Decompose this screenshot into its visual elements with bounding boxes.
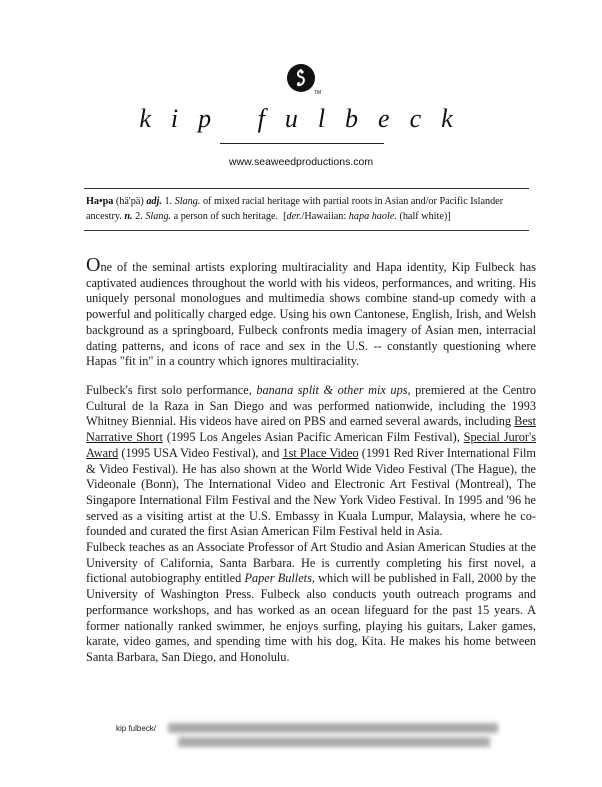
- footer-label: kip fulbeck/: [116, 724, 157, 733]
- artist-name-title: kip fulbeck: [139, 104, 473, 133]
- etymology-language: /Hawaiian:: [301, 211, 347, 222]
- paragraph-text: Fulbeck teaches as an Associate Professor of Art Studio and Asian American Studies at the University of California, Santa Barbara. He is currently completing his first novel, a fictional autobiography entitled: [86, 540, 536, 586]
- paragraph-text: (1995 Los Angeles Asian Pacific American Film Festival),: [162, 430, 464, 445]
- etymology-bracket: [: [283, 211, 287, 222]
- pos-noun: n.: [124, 211, 133, 222]
- sense-text: of mixed racial heritage with partial roots in Asian and/or Pacific Islander ancestry.: [86, 196, 504, 222]
- definition-top-rule: [84, 188, 529, 189]
- website-url: www.seaweedproductions.com: [228, 156, 374, 168]
- paragraph-text: (1991 Red River International Film & Video Festival). He has also shown at the World Wide Video Festival (The Hague), the Videonale (Bonn), The International Video and Electronic Art Festival (Montreal), The Singapore International Film Festival and the New York Video Festival. In 1995 and '96 he served as a visiting artist at the U.S. Embassy in Kuala Lumpur, Malaysia, where he co-founded and curated the first Asian American Film Festival held in Asia.: [86, 445, 536, 539]
- award-title: Best Narrative Short: [86, 414, 536, 445]
- trademark-mark: TM: [314, 90, 322, 96]
- bio-paragraph-2: [86, 383, 536, 540]
- drop-cap: O: [86, 254, 101, 276]
- etymology-phrase: hapa haole.: [348, 211, 397, 222]
- performance-title: banana split & other mix ups: [256, 383, 408, 397]
- paragraph-text: Fulbeck's first solo performance,: [86, 383, 257, 397]
- header-divider: [220, 143, 384, 144]
- bio-paragraph-1: [86, 254, 536, 370]
- hapa-definition: [86, 194, 528, 224]
- definition-bottom-rule: [84, 230, 529, 231]
- award-title: Special Juror's Award: [86, 430, 536, 460]
- pronunciation: (hä'pä): [115, 196, 144, 207]
- seaweed-logo-icon: [287, 64, 315, 92]
- etymology-der: der.: [286, 211, 302, 222]
- bio-paragraph-3: [86, 540, 536, 666]
- sense-number: 1.: [164, 196, 173, 207]
- sense-label: Slang.: [145, 211, 172, 222]
- etymology-gloss: (half white)]: [399, 211, 451, 222]
- paragraph-text: , which will be published in Fall, 2000 by the University of Washington Press. Fulbeck also conducts youth outreach programs and performance workshops, and has worked as an ocean lifeguard for the past 15 years. A former nationally ranked swimmer, he enjoys surfing, playing his guitars, Laker games, karate, video games, and spending time with his dog, Kita. He makes his home between Santa Barbara, San Diego, and Honolulu.: [86, 571, 537, 664]
- headword: Ha•pa: [86, 196, 114, 207]
- sense-label: Slang.: [174, 196, 201, 207]
- redacted-footer-line: [178, 737, 490, 747]
- paragraph-text: , premiered at the Centro Cultural de la Raza in San Diego and was performed nationwide, including the 1993 Whitney Biennial. His videos have aired on PBS and earned several awards, including: [86, 383, 536, 429]
- award-title: 1st Place Video: [282, 445, 359, 460]
- paragraph-text: ne of the seminal artists exploring multiraciality and Hapa identity, Kip Fulbeck has captivated audiences throughout the world with his videos, performances, and writing. His uniquely personal monologues and multimedia shows combine stand-up comedy with a powerful and politically charged edge. Using his own Cantonese, English, Irish, and Welsh background as a springboard, Fulbeck confronts media imagery of Asian men, interracial dating patterns, and icons of race and sex in the U.S. -- constantly questioning where Hapas "fit in" in a country which ignores multiraciality.: [86, 260, 536, 369]
- redacted-footer-line: [168, 723, 498, 733]
- sense-text: a person of such heritage.: [173, 211, 279, 222]
- sense-number: 2.: [135, 211, 143, 222]
- paragraph-text: (1995 USA Video Festival), and: [118, 445, 283, 460]
- novel-title: Paper Bullets: [244, 571, 312, 586]
- pos-adjective: adj.: [146, 196, 162, 207]
